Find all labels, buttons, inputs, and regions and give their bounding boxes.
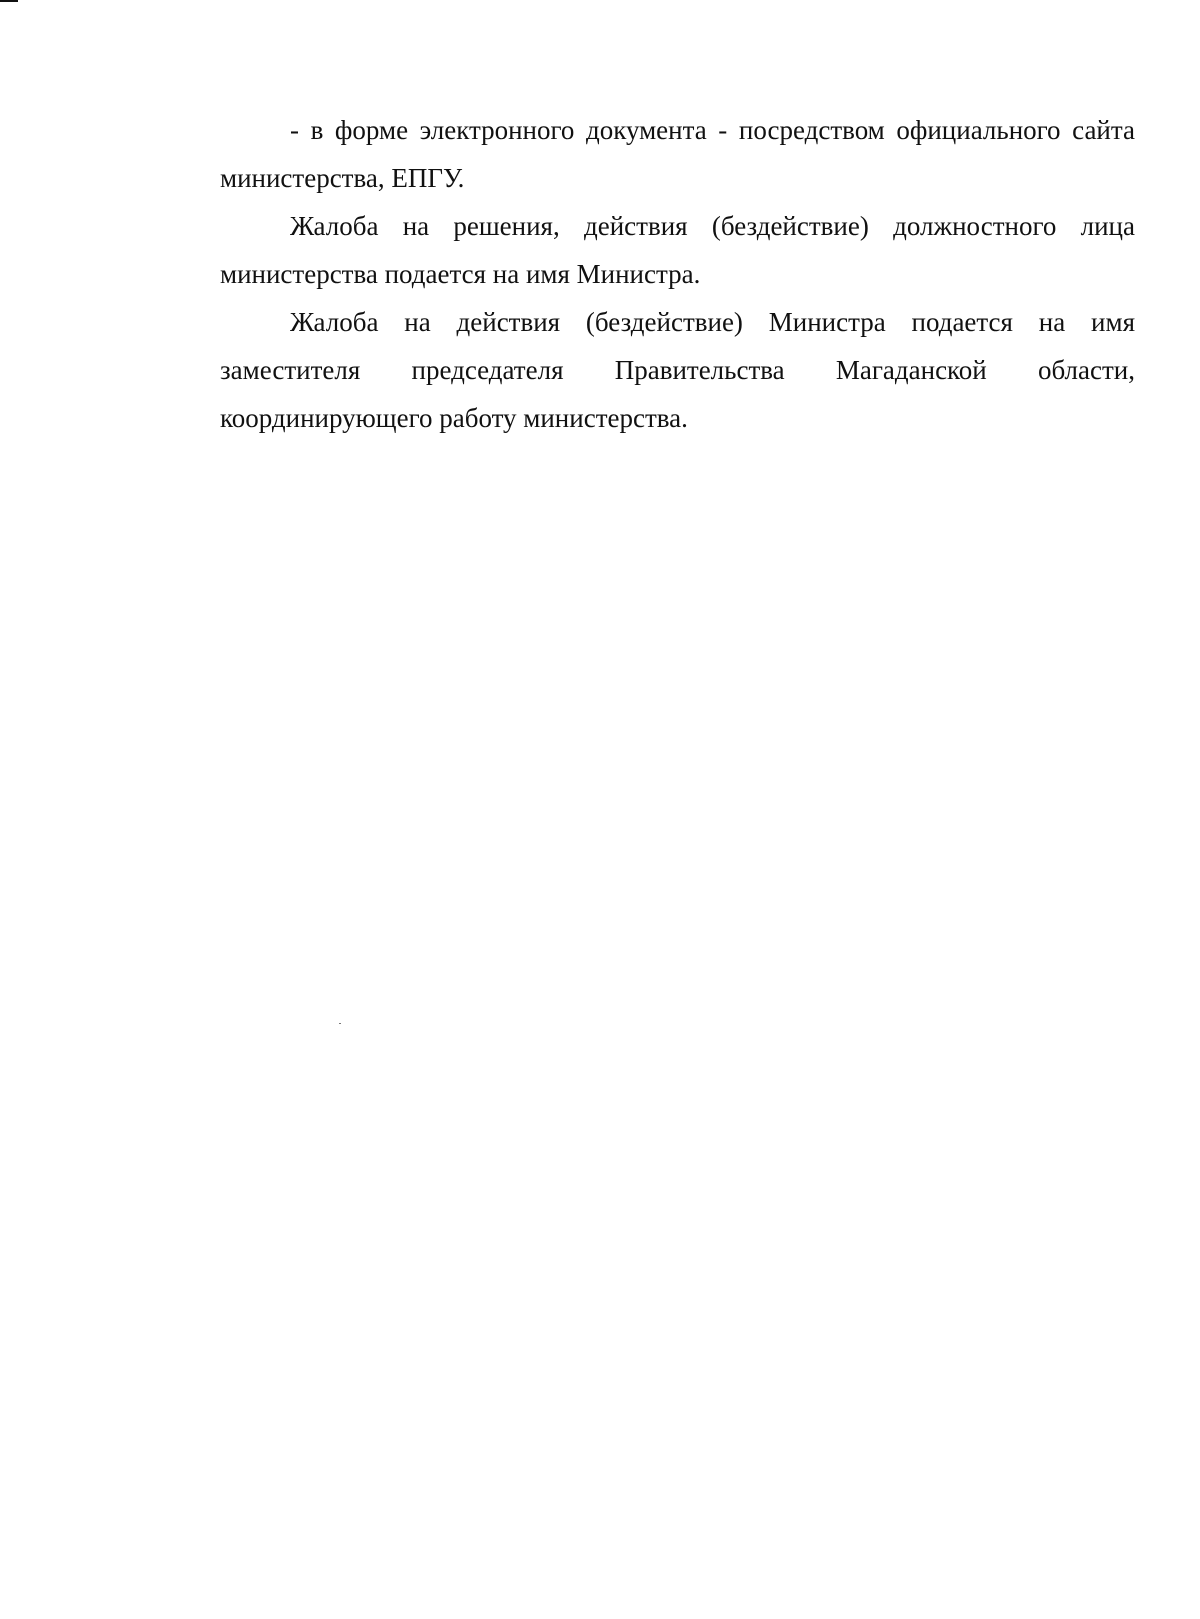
paragraph-electronic-form: - в форме электронного документа - посредством официального сайта министерства, ЕПГУ.: [220, 115, 1135, 193]
paragraph-complaint-official: Жалоба на решения, действия (бездействие) должностного лица министерства подается на имя Министра.: [220, 211, 1135, 289]
scan-speck: [339, 1023, 341, 1024]
scan-corner-mark: [0, 0, 18, 2]
paragraph-complaint-minister: Жалоба на действия (бездействие) Министра подается на имя заместителя председателя Правительства Магаданской области, координирующего работу министерства.: [220, 307, 1135, 433]
document-body: [220, 106, 1135, 442]
